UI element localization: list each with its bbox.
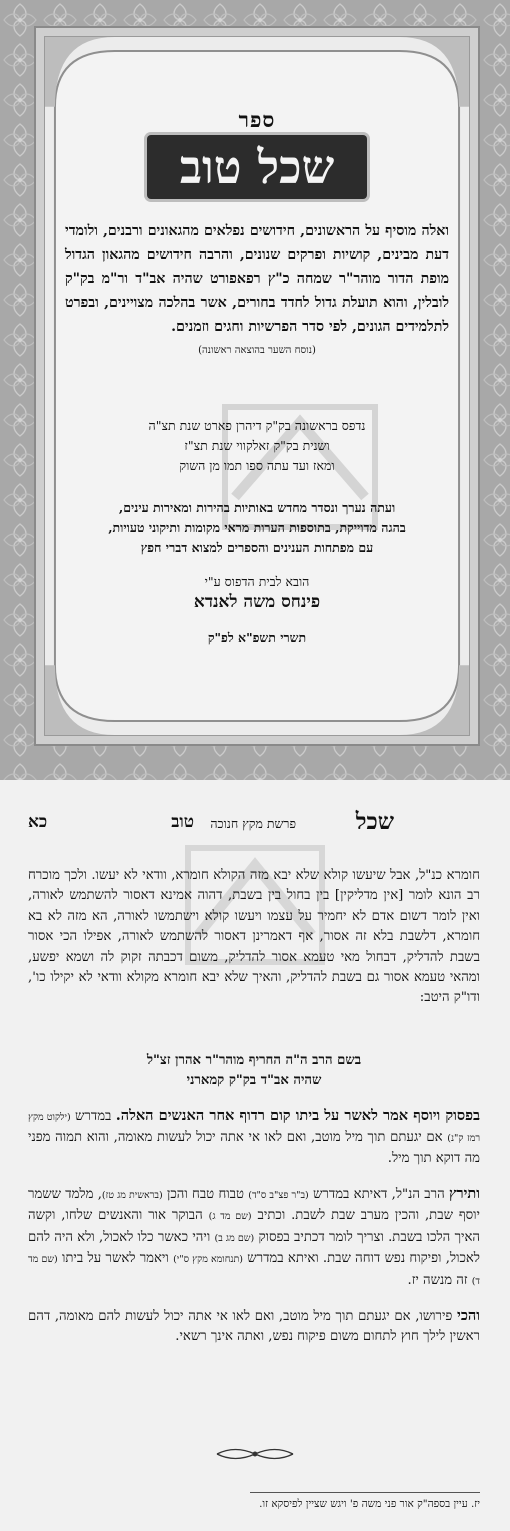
text-run: ויאמר לאשר על ביתו (57, 1251, 174, 1267)
text-page (0, 780, 510, 1531)
book-title: שכל טוב (147, 135, 367, 199)
edition-line: ועתה נערך ונסדר מחדש באותיות בהירות ומאירות עינים, (118, 500, 396, 515)
paragraph (28, 1306, 480, 1348)
edition-line: עם מפתחות הענינים והספרים למצוא דברי חפץ (140, 540, 374, 555)
edition-info (65, 498, 449, 558)
sefer-label: ספר (238, 107, 276, 132)
text-run: טבוח טבח והכן (162, 1186, 249, 1202)
title-description: ואלה מוסיף על הראשונים, חידושים נפלאים מהגאונים ורבנים, ולומדי דעת מבינים, קושיות ופרקים שנונים, והרבה חידושים מהגאון הגדול מופת הדור מוהר"ר שמחה כ"ץ רפאפורט שהיה אב"ד ור"מ בק"ק לובלין, והוא תועלת גדול לחדד בחורים, אשר בהלכה מצויינים, ובפרט לתלמידים הגונים, לפי סדר הפרשיות וחגים וזמנים. (65, 223, 449, 335)
attribution (28, 1051, 480, 1092)
publication-date: תשרי תשפ"א לפ"ק (207, 630, 307, 645)
publisher-name: פינחס משה לאנדא (193, 592, 321, 612)
attribution-line: בשם הרב ה"ה החריף מוהר"ר אהרן זצ"ל (146, 1052, 362, 1068)
text-run: , מלמד ששמר יוסף שבת, והכין מערב שבת לשבת. וכתיב (28, 1186, 481, 1224)
header-book-word: טוב (171, 812, 194, 832)
page-number: כא (28, 812, 48, 832)
running-header (24, 808, 486, 838)
header-book-word: שכל (355, 808, 394, 835)
header-parsha: פרשת מקץ חנוכה (210, 816, 296, 831)
title-note: (נוסח השער בהוצאה ראשונה) (198, 345, 316, 356)
footnote-divider (250, 1492, 480, 1493)
source-ref: (שם מד ד) (28, 1254, 480, 1287)
edition-line: בהגה מדוייקת, בתוספות הערות מראי מקומות ותיקוני טעויות, (108, 520, 406, 535)
paragraph (28, 1184, 480, 1292)
text-run: פירושו, אם יגעתם תוך מיל מוטב, ואם לאו אי אתה יכול לעשות להם מאומה, דהם ראשין לילך חוץ לתחום משום פיקוח נפש, ואתה אינך רשאי. (28, 1308, 480, 1345)
title-content (65, 107, 449, 646)
title-frame (34, 26, 480, 746)
source-ref: (שם מג ב) (214, 1232, 255, 1244)
lead-text: והכי (457, 1306, 480, 1324)
text-run: ויהי כאשר כלו לאכול, ולא היה להם לאכול, ופיקוח נפש דוחה שבת. ואיתא במדרש (28, 1229, 480, 1267)
lead-text: בפסוק ויוסף אמר לאשר על ביתו קום רדוף אחר האנשים האלה. (115, 1106, 480, 1124)
text-run: זה מנשה יז. (407, 1272, 472, 1288)
source-ref: (תנחומא מקץ ס"י) (173, 1254, 243, 1266)
footnote: יז. עיין בספה"ק אור פני משה פ' ויגש שציין לפיסקא זו. (259, 1498, 480, 1510)
print-line: ומאז ועד עתה ספו תמו מן השוק (179, 458, 335, 473)
print-history (65, 416, 449, 476)
paragraph (28, 1106, 480, 1170)
text-run: הבוקר אור והאנשים שלחו, וקשה האיך הלכו בשבת. וצריך לומר דכתיב בפסוק (28, 1208, 481, 1245)
body-text (28, 866, 480, 1348)
source-ref: (בראשית מג טז) (101, 1189, 163, 1201)
source-ref: (ב"ר פצ"ב ס"ד) (248, 1189, 309, 1201)
title-panel (44, 36, 470, 736)
lead-text: ותירץ (448, 1184, 480, 1202)
text-run: במדרש (70, 1108, 116, 1124)
print-line: ושנית בק"ק זאלקווי שנת תצ"ז (184, 438, 330, 453)
section-ornament-icon (215, 1445, 295, 1463)
print-line: נדפס בראשונה בק"ק דיהרן פארט שנת תצ"ה (148, 418, 366, 433)
text-run: הרב הנ"ל, דאיתא במדרש (308, 1186, 449, 1202)
brought-by: הובא לבית הדפוס ע"י (204, 574, 310, 589)
source-ref: (ילקוט מקץ רמז ק"נ) (28, 1111, 480, 1145)
text-run: אם יגעתם תוך מיל מוטב, ואם לאו אי אתה יכול לעשות מאומה, והוא תמוה מפני מה דוקא תוך מיל. (28, 1130, 480, 1167)
attribution-line: שהיה אב"ד בק"ק קמארני (186, 1073, 322, 1089)
paragraph: חומרא כנ"ל, אבל שיעשו קולא שלא יבא מזה הקולא חומרא, וודאי לא יעשו. ולכך מוכרח רב הונא לומר [אין מדליקין] בין בחול בין בשבת, דהוה אמינא דאסור להשתמש לאורה, ואין לומר דשום אדם לא יחמיר על עצמו ויעשו קולא וישתמשו לאורה, הא מזה לא בא חומרא, דלשבת בלא זה אסור, אף דאמרינן דאסור להשתמש לאורה, אפילו הכי אסור בשבת להדליק, דבחול מאי טעמא אסור להדליק, משום דכבתה זקוק לה ושמא יפשע, ומהאי טעמא אסור גם בשבת להדליק, והאיך שלא יבא חומרא מקולא וודאי לא יקילו כו', ודו"ק היטב: (28, 868, 480, 1006)
source-ref: (שם מד ג) (208, 1211, 252, 1223)
